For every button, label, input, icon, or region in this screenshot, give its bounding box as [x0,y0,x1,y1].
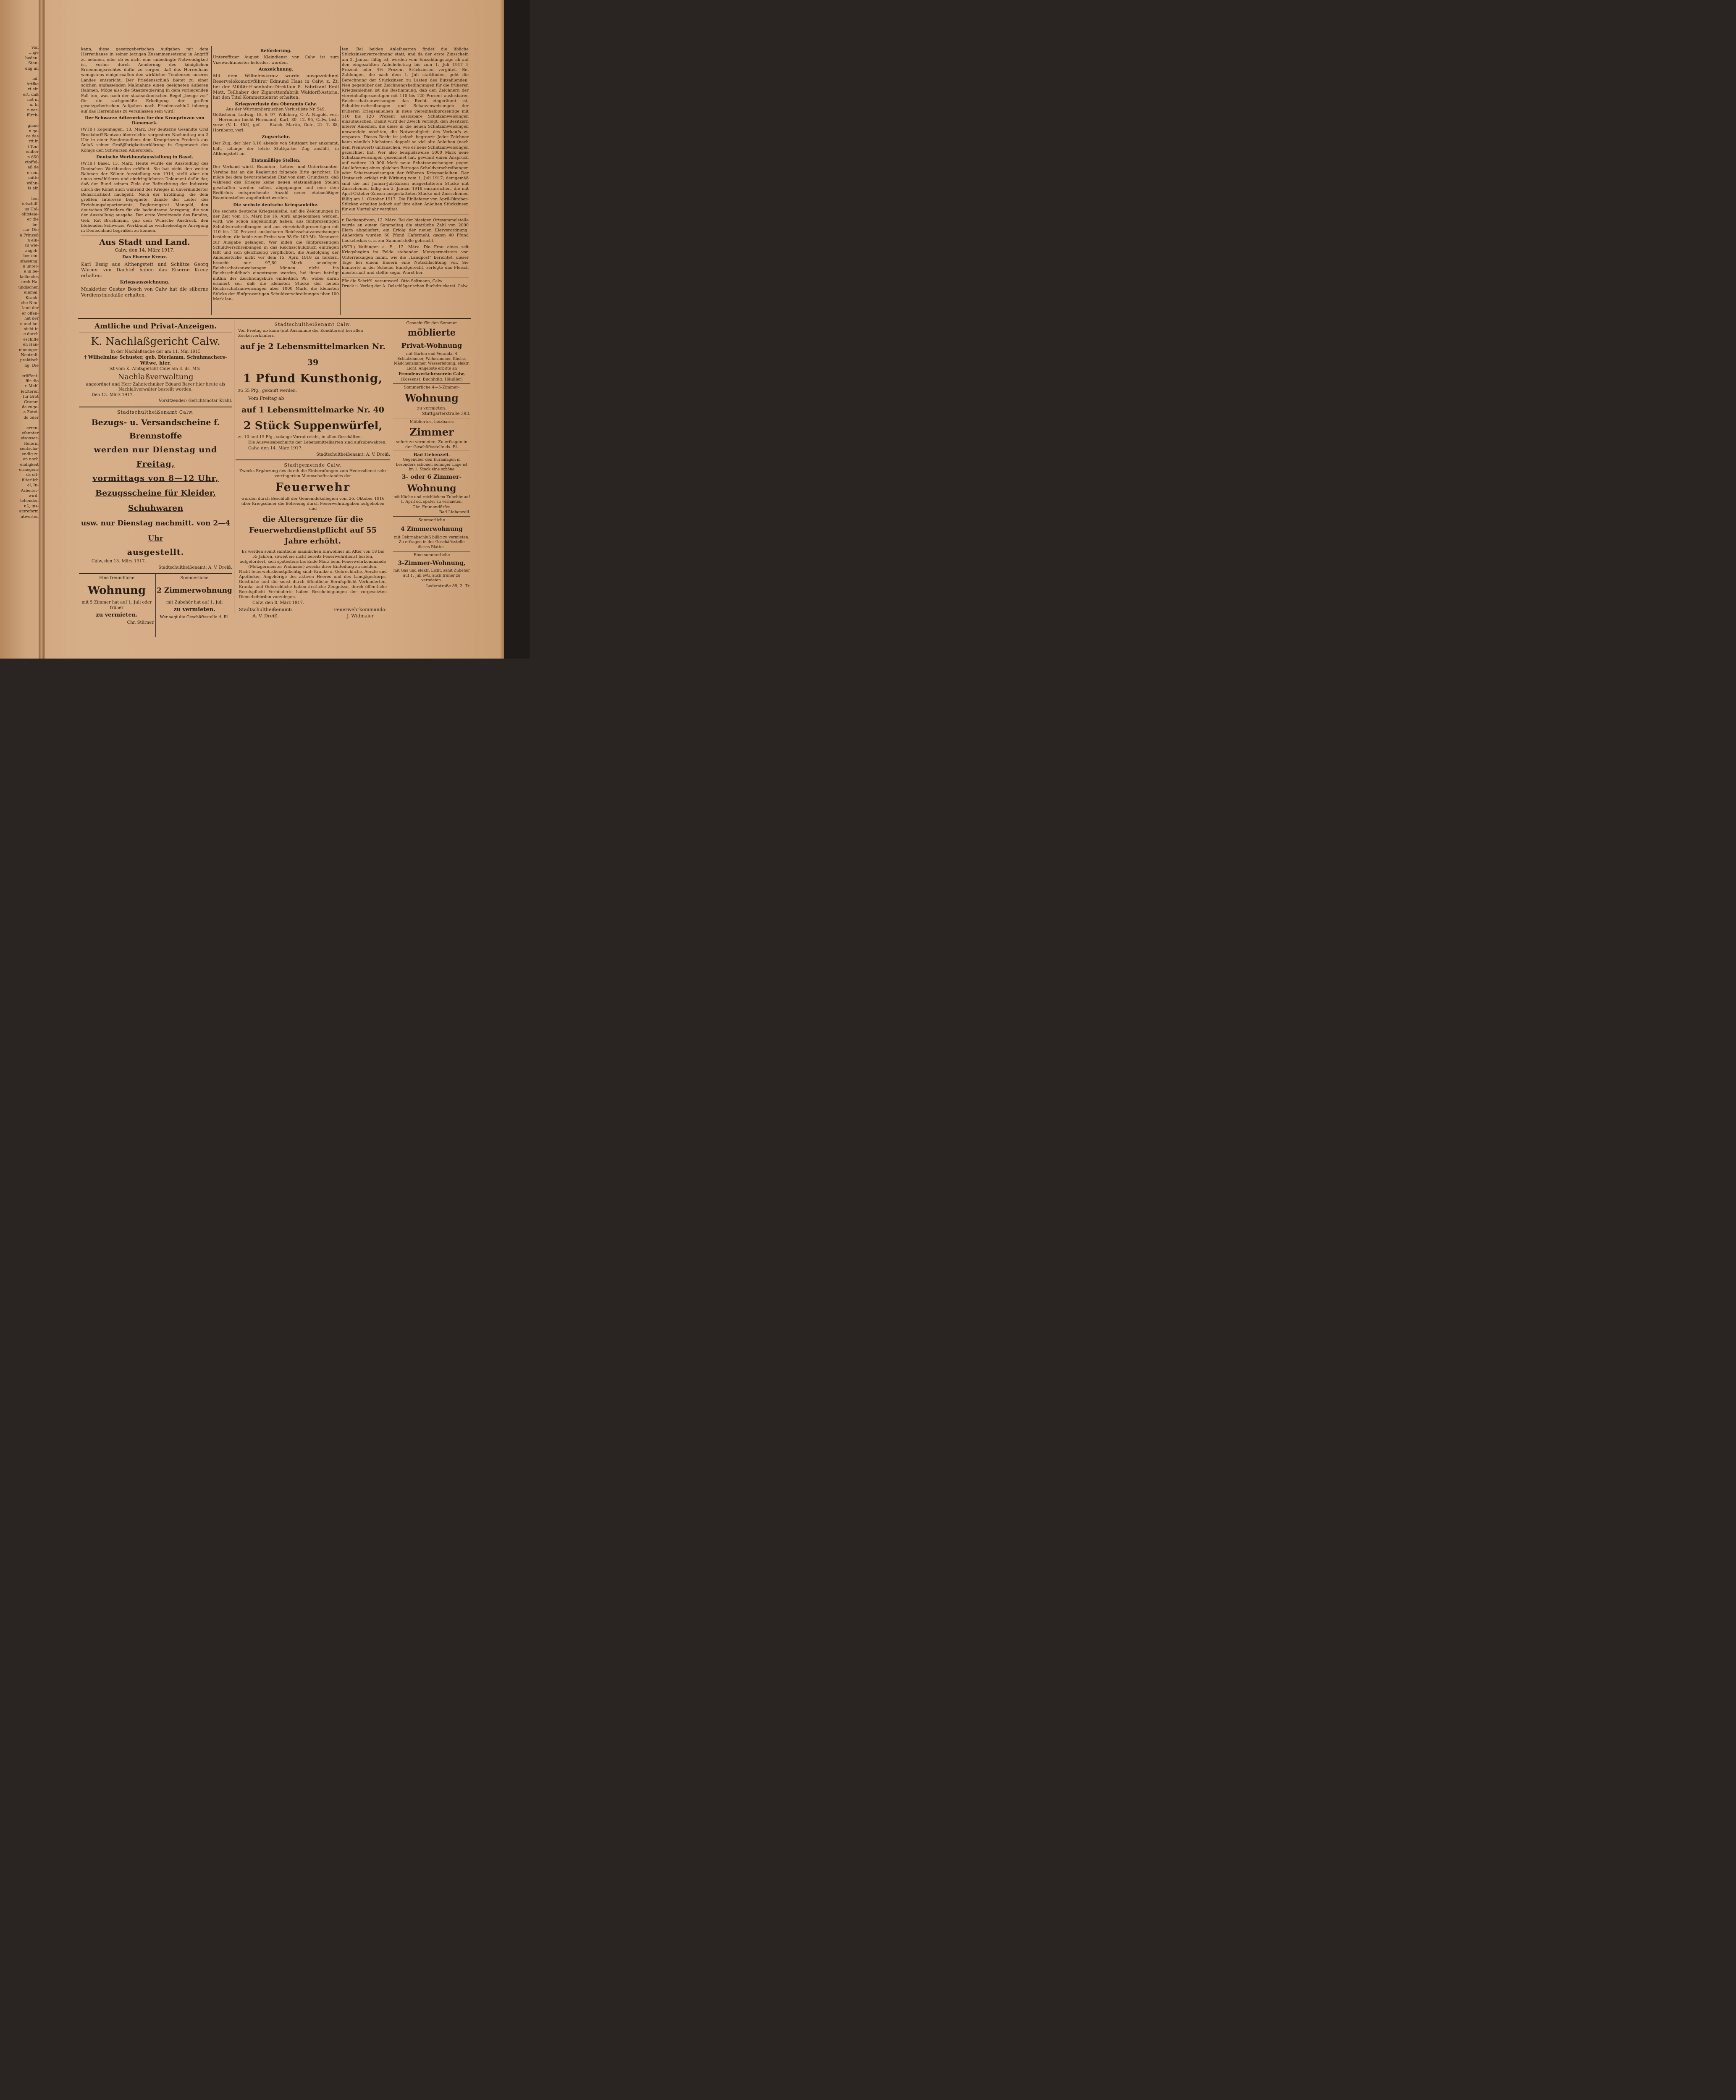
fragment-line: land der [22,306,39,311]
honig-line8: zu 10 und 15 Pfg., solange Vorrat reicht, in allen Geschäften. [238,435,362,439]
a1-line2: möblierte [407,327,456,338]
a1-line4: mit Garten und Veranda, 4 Schlafzimmer, Wohnzimmer, Küche, Mädchenzimmer, Wasserleitung, elektr. Licht. Angebote erbitte an [393,352,470,371]
fragment-line: ng. Die [24,363,39,368]
wohnung1-name: Chr. Stürner. [127,620,155,625]
article-eisernes-kreuz: Karl Essig aus Althengstett und Schütze Georg Wärner von Dachtel haben das Eiserne Kreuz erhalten. [81,261,208,278]
fragment-line: el, In- [27,483,39,488]
ads-top-rule [78,318,471,319]
wohnung2-title: 2 Zimmerwohnung [157,586,232,595]
bezug-line4: Bezugsscheine für Kleider, Schuhwaren [95,488,216,513]
article-kriegsanleihe-cont: ten. Bei beiden Anleihearten findet die übliche Stückzinsenverrechnung statt, und da der erste Zinsschein am 2. Januar fällig ist, werden vom Einzahlungstage ab auf den eingezahlten Anleihebetrag bis zum 1. Juli 1917 5 Prozent oder 4½ Prozent Stückzinsen vergütet. Bei Zahlungen, die nach dem 1. Juli stattfinden, geht die Berechnung der Stückzinsen zu Lasten des Einzahlenden. Neu gegenüber den Zeichnungsbedingungen für die früheren Kriegsanleihen ist die Bestimmung, daß den Zeichnern der viereinhalbprozentigen mit 110 bis 120 Prozent auslosbaren Reichsschatzanweisungen das Recht eingeräumt ist, Schuldverschreibungen und Schatzanweisungen der früheren Kriegsanleihen in neue viereinhalbprozentige mit 110 bis 120 Prozent auslosbare Schatzanweisungen umzutauschen. Damit wird der Zweck verfolgt, den Besitzern älterer Anleihen, die diese in die neuen Schatzanweisungen umwandeln möchten, die Notwendigkeit des Verkaufs zu ersparen. Dieses Recht ist jedoch begrenzt: Jeder Zeichner kann nämlich höchstens doppelt so viel alte Anleihen (nach dem Nennwert) umtauschen, wie er neue Schatzanweisungen gezeichnet hat. Wer also beispielsweise 5000 Mark neue Schatzanweisungen gezeichnet hat, gewinnt einen Anspruch auf weitere 10 000 Mark neue Schatzanweisungen gegen Auslieferung eines gleichen Betrages Schuldverschreibungen oder Schatzanweisungen der früheren Kriegsanleihen. Der Umtausch erfolgt mit Wirkung vom 1. Juli 1917; demgemäß sind die mit Januar-Juli-Zinsen ausgestatteten Stücke mit Zinsscheinen fällig am 2. Januar 1918 einzureichen, die mit April-Oktober-Zinsen ausgestatteten Stücke mit Zinsscheinen fällig am 1. Oktober 1917. Die Einlieferer von April-Oktober-Stücken erhalten jedoch auf ihre alten Anleihen Stückzinsen für ein Vierteljahr vergütet. [342,47,469,212]
fragment-line: tehenden [20,499,39,504]
fragment-line: be- [32,222,39,227]
headline-werkbund: Deutsche Werkbundausstellung in Basel. [96,155,193,160]
fragment-line: en noch [23,457,39,462]
fragment-line: endig zu [21,452,39,457]
feuer-line6: Nicht feuerwehrdienstpflichtig sind: Kranke u. Gebrechliche, Aerzte und Apotheker, Angehörige des aktiven Heeres und des Landjägerkorps, Geistliche und die sonst durch öffentliche Berufspflicht Verhinderten, Kranke und Gebrechliche haben ärztliche Zeugnisse, durch öffentliche Berufspflicht Verhinderte haben Bescheinigungen der vorgesetzten Dienstbehörden vorzulegen. [239,570,387,599]
left-page-fragment [0,45,39,520]
a4-line7: Bad Liebenzell. [439,509,470,514]
a3-line2: Zimmer [409,426,454,438]
a5-line3: mit Oehrnabschluß billig zu vermieten. Zu erfragen in der Geschäftsstelle dieses Blattes. [394,535,469,549]
article-verdienstmedaille: Muskletier Gustav Bosch von Calw hat die silberne Verdienstmedaille erhalten. [81,286,208,298]
fragment-line: e sein [27,170,39,175]
fragment-line: wöhn- [26,181,39,186]
ad-4-5-zimmer-wohnung [393,385,470,417]
fragment-line: sentschä- [20,446,39,452]
column-rule [340,46,341,315]
feuer-line4: die Altersgrenze für die Feuerwehrdienstpflicht auf 55 Jahre erhöht. [249,515,377,546]
scan-background [504,0,530,659]
feuer-title: Feuerwehr [275,481,351,494]
article-verlustliste: Göttisheim, Ludwig, 18. 6. 97, Wildberg, O.-A. Nagold, verl. — Herrmann (nicht Hermann), Karl, 30. 12. 95, Calw, bish. verw. (V. L. 453), gef. — Blaich, Martin, Gefr., 21. 7. 88, Hornberg, verl. [213,112,339,133]
ad-wohnung-2 [157,575,232,620]
honig-line4: zu 55 Pfg., gekauft werden. [238,388,297,393]
fragment-line: ber ein- [23,254,39,259]
article-wilhelmskreuz: Mit dem Wilhelmskreuz wurde ausgezeichnet Reservelokomotivführer Edmund Haas in Calw, z. Zt. bei der Militär-Eisenbahn-Direktion 8. Fabrikant Emil Mott, Teilhaber der Zigarettenfabrik Waldorff-Astoria, hat den Titel Kommerzienrat erhalten. [213,74,339,100]
fragment-line: hat der [24,316,39,321]
fragment-line: rtt in [29,139,39,144]
headline-zugverkehr: Zugverkehr. [262,134,290,139]
fragment-line: n 650 [27,155,39,160]
fragment-line: eniher [26,150,39,155]
headline-eisernes-kreuz: Das Eiserne Kreuz. [122,255,167,260]
verlustliste-source: Aus der Württembergischen Verlustliste Nr. 549. [226,107,326,112]
feuer-line1: Zwecks Ergänzung des durch die Einberufungen zum Heeresdienst sehr verringerten Mannschaftsstandes der [239,469,387,478]
fragment-line: ts ein [28,186,39,191]
fragment-line: en Han- [23,342,39,347]
fragment-line [0,420,39,425]
feuer-sign-right-name: J. Widmaier [346,613,374,619]
a3-line1: Möbliertes, heizbares [409,420,454,424]
headline-auszeichnung: Auszeichnung. [258,67,294,72]
a6-line4: Lederstraße 89, 2. Tr. [426,583,470,588]
column-1 [81,47,208,299]
a2-line1: Sommerliche 4—5-Zimmer- [404,385,460,390]
fragment-line: Artike [26,81,39,87]
fragment-line: de zuge- [22,405,39,410]
article-intro: kann, diese gesetzgeberischen Aufgaben mit dem Herrenhause in seiner jetzigen Zusammensetzung in Angriff zu nehmen, oder ob es nicht eine unbedingte Notwendigkeit ist, vorher durch Aenderung des königlichen Ernennungsrechtes dafür zu sorgen, daß das Herrenhaus wenigstens einigermaßen den wirklichen Tendenzen unseres Landes entspricht. Der Friedensschluß bietet zu einer solchen umfassenden Maßnahme einen geeigneten äußeren Rahmen. Möge also die Staatsregierung in dem vorliegenden Fall tun, was nach der staatsmännischen Regel „beuge vor“ für die sachgemäße Erledigung der großen gesetzgeberischen Aufgaben nach Friedensschluß inbezug auf das Herrenhaus zu veranlassen sein wird! [81,47,208,114]
fragment-line: ert, daß [23,92,39,97]
fragment-line: Neutrali- [21,352,39,357]
feuer-line5: Es werden somit sämtliche männlichen Einwohner im Alter von 18 bis 55 Jahren, soweit sie nicht bereits Feuerwehrdienst leisten, aufgefordert, sich spätestens bis Ende März beim Feuerwehrkommando (Metzgermeister Widmaier) zwecks ihrer Einteilung zu melden. [239,549,386,569]
bezug-line6: ausgestellt. [127,548,184,557]
feuer-header: Stadtgemeinde Calw. [284,462,342,468]
nachlass-line4: Nachlaßverwaltung [118,373,194,381]
honig-line1: Von Freitag ab kann (mit Ausnahme der Konditoren) bei allen Zuckerverkäufern [238,328,363,338]
fragment-line: er die [27,217,39,222]
fragment-line: einmal, [24,290,39,295]
nachlass-title: K. Nachlaßgericht Calw. [91,335,220,347]
feuer-signature-left [239,606,292,619]
fragment-line: eschiffe [23,337,39,342]
fragment-line: Gramm [24,399,39,404]
fragment-line: n. In [29,102,39,108]
nachlass-line3: ist vom K. Amtsgericht Calw am 8. ds. Mts. [109,367,202,371]
wohnung2-line3: mit Zubehör hat auf 1. Juli [166,600,223,605]
a4-line6: Chr. Emmendörfer, [412,504,451,509]
fragment-line: rt ein [28,87,39,92]
ad-moeblierte-wohnung [393,321,470,382]
fragment-line [0,368,39,373]
honig-signature: Stadtschultheißenamt: A. V. Dreiß. [316,452,390,457]
ads-right-column [393,321,470,589]
a4-line4: Wohnung [407,483,456,494]
fragment-line: e durch [23,332,39,337]
fragment-line: ielschiff. [22,202,39,207]
column-3 [342,47,469,289]
fragment-line: zu wie- [24,243,39,248]
wohnung2-line1: Sommerliche [180,576,209,580]
bezug-signature: Stadtschultheißenamt: A. V. Dreiß. [158,565,232,570]
ad-bad-liebenzell [393,452,470,515]
a1-line3: Privat-Wohnung [401,341,462,349]
fragment-line: olifstele- [21,212,39,217]
headline-etatsmaessige-stellen: Etatsmäßige Stellen. [251,158,301,163]
a6-line2: 3-Zimmer-Wohnung, [398,560,466,567]
fragment-line: für die [25,379,39,383]
feuer-sign-left-name: A. V. Dreiß. [252,613,279,619]
honig-date: Calw, den 14. März 1917. [248,446,303,451]
article-befoerderung: Unteroffizier August Kleindienst von Calw ist zum Vizewachtmeister befördert worden. [213,55,339,65]
honig-line7: 2 Stück Suppenwürfel, [243,420,383,432]
fragment-line: aß de [27,165,39,170]
fragment-line: angeb- [25,248,39,253]
fragment-line: Reform [24,441,39,446]
newspaper-page [0,0,504,659]
book-spine [39,0,45,659]
fragment-line: not in [27,97,39,102]
a4-line2: Gegenüber den Kuranlagen in besonders schöner, sonniger Lage ist im 1. Stock eine schöne [396,458,467,472]
fragment-line: kellendes [20,274,39,279]
fragment-line: atsreform [19,509,39,514]
fragment-line: glanö [27,123,39,129]
a6-line1: Eine sommerliche [413,553,450,557]
fragment-line: sfassung, [20,259,39,264]
a3-line3: sofort zu vermieten. Zu erfragen in der Geschäftsstelle ds. Bl. [396,440,467,449]
a2-line2: Wohnung [405,392,459,404]
nachlass-date: Den 13. März 1917. [92,393,134,397]
fragment-line: n ein- [27,238,39,243]
a2-line3: zu vermieten. [417,406,446,411]
wohnung1-line3: mit 5 Zimmer hat auf 1. Juli oder früher [81,600,152,610]
fragment-line: n ge- [29,129,39,134]
fragment-line: r. Mehl [24,384,39,389]
ad-3-zimmer-wohnung [393,553,470,589]
honig-line5: Vom Freitag ab [248,396,284,401]
fragment-line: de oder [24,415,39,420]
feuer-sign-right-title: Feuerwehrkommando: [334,607,387,612]
fragment-line: aar. Die [23,228,39,233]
fragment-line: fürch- [26,113,39,118]
ads-left-column [79,321,232,637]
nachlass-line2: † Wilhelmine Schuster, geb. Dierlamm, Schuhmachers-Witwe, hier, [84,354,227,366]
article-etatsmaessige-stellen: Der Verband württ. Beamten-, Lehrer- und Unterbeamten-Vereine hat an die Regierung folgende Bitte gerichtet: Es möge bei dem bevorstehenden Etat von dem Grundsatz, daß während des Krieges keine neuen etatsmäßigen Stellen geschaffen werden sollen, abgegangen und eine dem Bedürfnis entsprechende Anzahl neuer etatsmäßiger Beamtenstellen angefordert werden. [213,165,339,201]
article-basel: (WTB.) Basel, 13. März. Heute wurde die Ausstellung des Deutschen Werkbundes eröffnet. Sie hat nicht den weiten Rahmen der Kölner Ausstellung von 1914, stellt aber ein umso erwähltleres und eindringlicheres Dokument dafür dar, daß der Bund seinem Ziele der Befruchtung der Industrie durch die Kunst auch während des Krieges in unverminderter Beharrlichkeit nachgeht. Nach der Eröffnung, die dem größten Interesse begegnete, dankte der Leiter des Erziehungsdepartements, Regierungsrat Mangold, den deutschen Künstlern für die bedeutsame Anregung, die von der Ausstellung ausgehe. Der erste Vorsitzende des Bundes, Geh. Rat Bruckmann, gab dem Wunsche Ausdruck, den blühenden Schweizer Werkbund zu wechselseitiger Anregung in Deutschland begrüßen zu können. [81,161,208,234]
a4-line5: mit Küche und reichlichem Zubehör auf 1. April od. später zu vermieten. [393,495,470,504]
a2-line4: Stuttgarterstraße 393. [422,412,470,416]
headline-befoerderung: Beförderung. [260,49,292,53]
ad-divider [155,574,156,637]
fragment-line: Von [31,45,39,50]
feuer-line3: wurden durch Beschluß der Gemeindekollegien vom 26. Oktober 1916 über Kriegsdauer die Befreiung durch Feuerwehrabgaben aufgehoben und [241,496,385,511]
ad-4-zimmerwohnung [393,518,470,550]
fragment-line: nd. [32,76,39,81]
fragment-line: wird. [28,493,39,498]
fragment-line: n unter- [23,264,39,269]
fragment-line: e in be- [24,269,39,274]
fragment-line: hen [31,196,39,201]
nachlass-line5: angeordnet und Herr Zahntechniker Eduard Bayer hier heute als Nachlaßverwalter bestellt worden. [86,382,226,392]
a1-line1: Gesucht für den Sommer [406,321,457,326]
fragment-line: letzteren [21,389,39,394]
fragment-line [0,191,39,196]
column-rule [211,46,212,315]
fragment-line: endigkeit [20,462,39,467]
fragment-line: che Neu- [21,300,39,305]
bezug-line2: werden nur Dienstag und Freitag, [94,445,218,469]
fragment-line: ) Ton- [27,144,39,149]
fragment-line: uß, ins- [24,504,39,509]
fragment-line: urch Ha- [21,280,39,285]
fragment-line: eisonser- [21,436,39,441]
bezug-line1: Bezugs- u. Versandscheine f. Brennstoffe [91,418,220,441]
article-vaihingen: (SCB.) Vaihingen a. E., 12. März. Die Frau eines seit Kriegsbeginn im Felde stehenden Metzgermeisters von Unterriexingen nahm, wie die „Landpost“ berichtet, dieser Tage bei einem Bauern eine Notschlachtung vor. Sie hantierte in der Scheuer kunstgerecht, zerlegte das Fleisch meisterhaft und stellte sogar Wurst her. [342,244,469,276]
ads-middle-column [236,321,390,619]
fragment-line: erren- [26,425,39,430]
section-title-stadt-land: Aus Stadt und Land. [99,238,190,247]
wohnung1-line1: Eine freundliche [99,576,135,580]
fragment-line: efannter [21,431,39,436]
headline-kriegsauszeichnung: Kriegsauszeichnung. [120,280,170,285]
a4-line3: 3- oder 6 Zimmer- [401,473,462,480]
fragment-line: praktisch [20,358,39,363]
ads-section-header: Amtliche und Privat-Anzeigen. [94,322,217,331]
a1-line6: (Kossenst. Buchhdlg. Häußler) [401,377,463,382]
fragment-line: ds oft- [26,472,39,478]
nachlass-signature: Vorsitzender: Gerichtsnotar Krahl. [158,399,232,403]
wohnung2-line5: Wer sagt die Geschäftsstelle d. Bl. [160,615,229,620]
bezug-line3: vormittags von 8—12 Uhr, [92,474,219,483]
a5-line1: Sommerliche [418,517,445,522]
ad-moebliertes-zimmer [393,420,470,449]
imprint-printer: Druck u. Verlag der A. Oelschläger'schen Buchdruckerei. Calw [342,284,468,289]
bezug-date: Calw, den 13. März 1917. [92,559,146,564]
nachlass-line1: In der Nachlaßsache der am 11. Mai 1915 [110,349,201,354]
fragment-line: für Brot [23,394,39,399]
fragment-line: ündischen [18,285,39,290]
fragment-line: ...ige [29,50,39,55]
fragment-line: eröffent- [21,373,39,378]
article-zugverkehr: Der Zug, der hier 6.16 abends von Stuttgart her ankommt, hält, solange der letzte Stuttgarter Zug ausfällt, in Althengstett an. [213,141,339,156]
fragment-line: er offen- [22,311,39,316]
fragment-line: n vor- [27,108,39,113]
local-dateline: Calw, den 14. März 1917. [115,247,175,253]
honig-line2: auf je 2 Lebensmittelmarken Nr. 39 [240,342,386,367]
a6-line3: mit Gas und elektr. Licht, samt Zubehör auf 1. Juli evtl. auch früher zu vermieten. [393,569,470,583]
feuer-signature-right [334,606,387,619]
headline-kriegsanleihe: Die sechste deutsche Kriegsanleihe. [233,202,319,207]
fragment-line: Stan- [28,61,39,66]
fragment-line: e Zutei- [23,410,39,415]
bezug-line5: usw. nur Dienstag nachmitt. von 2—4 Uhr [81,519,231,543]
article-kopenhagen: (WTB.) Kopenhagen, 13. März. Der deutsche Gesandte Graf Brockdorff-Rantzau überreichte vorgestern Nachmittag um 2 Uhr in einer Sonderaudienz dem Kronprinzen Frederik aus Anlaß seiner Großjährigkeitserklärung in Gegenwart des Königs den Schwarzen Adlerorden. [81,127,208,153]
a4-line1: Bad Liebenzell. [413,453,450,457]
fragment-line: n Prinzeß [19,233,39,238]
fragment-line: ung im [25,66,39,71]
column-2 [213,47,339,303]
honig-header: Stadtschultheißenamt Calw. [274,322,351,327]
fragment-line: ctoffel- [25,160,39,165]
a5-line2: 4 Zimmerwohnung [401,525,463,533]
feuer-sign-left-title: Stadtschultheißenamt: [239,607,293,612]
fragment-line: ntworten [21,514,39,519]
a1-line5: Fremdenverkehrsverein Calw, [398,372,465,376]
headline-kriegsverluste: Kriegsverluste des Oberamts Calw. [235,102,317,107]
fragment-line: ülterlich [22,478,39,483]
fragment-line: Krank- [25,295,39,300]
wohnung2-line4: zu vermieten. [173,606,215,613]
fragment-line: nicht in [24,326,39,331]
imprint-editor: Für die Schriftl. verantwortl. Otto Seltmann, Calw [342,278,443,284]
fragment-line: mitte [28,176,39,181]
fragment-line: Arbeiter- [21,488,39,493]
article-kriegsanleihe: Die sechste deutsche Kriegsanleihe, auf die Zeichnungen in der Zeit vom 15. März bis 16. April angenommen werden, wird, wie schon angekündigt haben, aus fünfprozentigen Schuldverschreibungen und aus viereinhalbprozentigen mit 110 bis 120 Prozent auslosbaren Reichsschatzanweisungen bestehen, die beide zum Preise von 98 für 100 Mk. Nennwert zur Ausgabe gelangen. Wer indeß die fünfprozentigen Schuldverschreibungen in das Reichsschuldbuch eintragen läßt und sich gleichzeitig verpflichtet, die Ausfolgung der Anleihestücke nicht vor dem 15. April 1918 zu fordern, braucht nur 97,80 Mark anzulegen. Reichsschatzanweisungen können nicht ins Reichsschuldbuch eingetragen werden, bei ihnen beträgt mithin der Zeichnungskurs einheitlich 98, wobei daran erinnert sei, daß die kleinsten Stücke der neuen Reichsschatzanweisungen über 1000 Mark, die kleinsten Stücke der fünfprozentigen Schuldverschreibungen über 100 Mark lau- [213,209,339,302]
fragment-line: ce das [26,134,39,139]
fragment-line: us Hol- [24,207,39,212]
wohnung1-line4: zu vermieten. [96,612,138,618]
bezug-header: Stadtschultheißenamt Calw. [117,410,194,415]
feuer-date: Calw, den 8. März 1917. [252,601,304,605]
honig-line9: Die Ausweisabschnitte der Lebensmittelkarten sind aufzubewahren. [248,440,387,445]
fragment-line: mmungen [18,347,39,352]
fragment-line: n und be- [20,321,39,326]
fragment-line [0,71,39,76]
honig-line3: 1 Pfund Kunsthonig, [243,372,383,385]
fragment-line: bedeu. [25,55,39,60]
ad-wohnung-1 [79,575,155,626]
headline-adlerorden: Der Schwarze Adlerorden für den Kronprinzen von Dänemark. [85,116,205,126]
wohnung1-title: Wohnung [87,584,146,597]
article-deckenpfronn: r. Deckenpfronn, 12. März. Bei der hiesigen Ortssammelstelle wurde an einem Sammeltag die stattliche Zahl von 2000 Eiern abgeliefert, ein Erfolg der neuen Eierverordnung. Außerdem wurden 60 Pfund Hafermehl, gegen 40 Pfund Luckeleskäs u. a. zur Sammelstelle gebracht. [342,218,469,243]
fragment-line [0,118,39,123]
fragment-line: ermögens [19,467,39,472]
honig-line6: auf 1 Lebensmittelmarke Nr. 40 [241,405,384,415]
